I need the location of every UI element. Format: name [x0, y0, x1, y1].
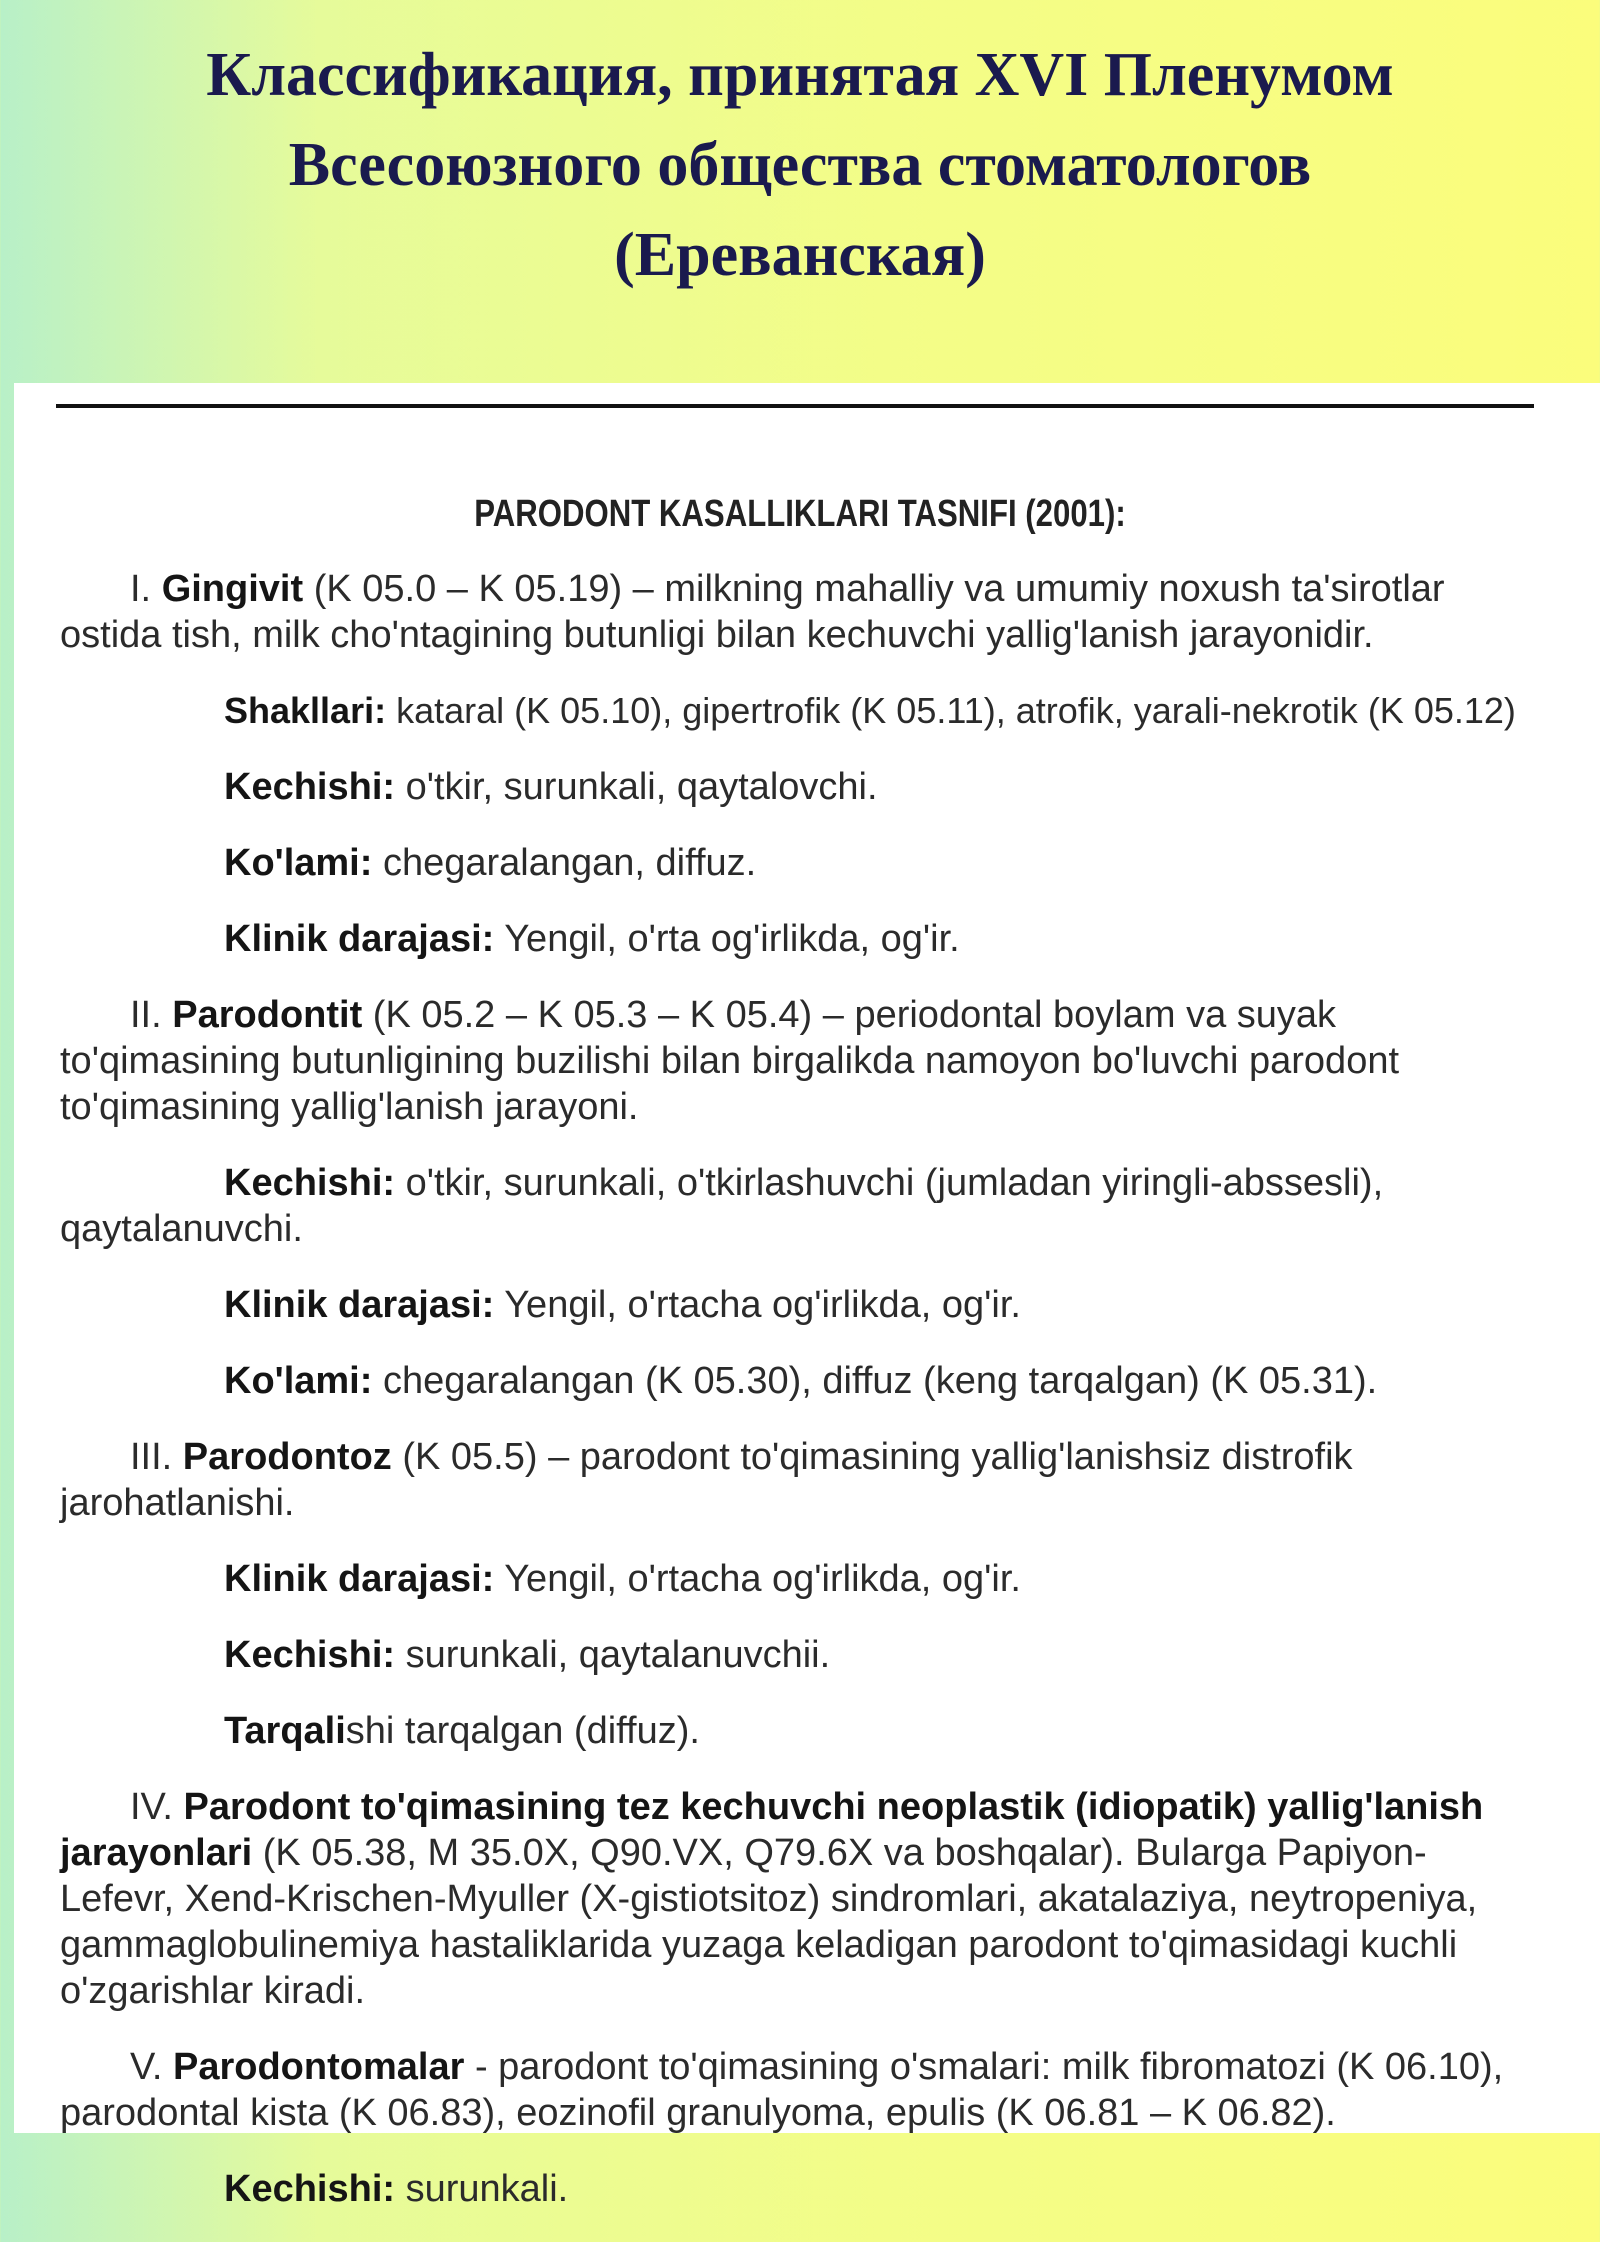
header-rule — [56, 404, 1534, 408]
course-label: Kechishi: — [224, 1634, 396, 1676]
gingivit-extent — [60, 840, 1540, 886]
degree-value: Yengil, o'rtacha og'irlikda, og'ir. — [504, 1558, 1021, 1600]
section-parodontoz — [60, 1434, 1540, 1526]
degree-label: Klinik darajasi: — [224, 1558, 495, 1600]
section-text: (K 05.38, M 35.0X, Q90.VX, Q79.6X va boshqalar). Bularga Papiyon-Lefevr, Xend-Krischen-Myuller (X-gistiotsitoz) sindromlari, akatalaziya, neytropeniya, gammaglobulinemiya hastaliklarida yuzaga keladigan parodont to'qimasidagi kuchli o'zgarishlar kiradi. — [60, 1832, 1478, 2012]
spread-value: shi tarqalgan (diffuz). — [345, 1710, 700, 1752]
course-label: Kechishi: — [224, 2168, 396, 2210]
course-label: Kechishi: — [224, 1162, 396, 1204]
section-number: V. — [130, 2046, 163, 2088]
gingivit-degree — [60, 916, 1540, 962]
section-parodontomalar — [60, 2044, 1540, 2136]
parodontoz-spread — [60, 1708, 1540, 1754]
course-value: surunkali, qaytalanuvchii. — [405, 1634, 831, 1676]
course-label: Kechishi: — [224, 766, 396, 808]
parodontit-degree — [60, 1282, 1540, 1328]
section-number: III. — [130, 1436, 173, 1478]
parodontoz-degree — [60, 1556, 1540, 1602]
degree-label: Klinik darajasi: — [224, 918, 495, 960]
extent-value: chegaralangan, diffuz. — [382, 842, 757, 884]
classification-text — [60, 493, 1540, 2242]
document-heading: PARODONT KASALLIKLARI TASNIFI (2001): — [474, 493, 1126, 535]
gingivit-course — [60, 764, 1540, 810]
parodontit-course — [60, 1160, 1540, 1252]
section-text: (K 05.5) – parodont to'qimasining yallig'lanishsiz distrofik jarohatlanishi. — [60, 1436, 1353, 1524]
section-neoplastic — [60, 1784, 1540, 2014]
course-value: o'tkir, surunkali, o'tkirlashuvchi (jumladan yiringli-abssesli), qaytalanuvchi. — [60, 1162, 1384, 1250]
parodontoz-course — [60, 1632, 1540, 1678]
section-name: Parodontit — [172, 994, 363, 1036]
section-name: Gingivit — [161, 568, 304, 610]
slide-title — [0, 30, 1600, 300]
extent-label: Ko'lami: — [224, 842, 373, 884]
gingivit-forms — [60, 688, 1540, 734]
title-line-1: Классификация, принятая XVI Пленумом — [206, 41, 1394, 109]
parodontomalar-course — [60, 2166, 1540, 2212]
section-text: (K 05.0 – K 05.19) – milkning mahalliy va umumiy noxush ta'sirotlar ostida tish, milk cho'ntagining butunligi bilan kechuvchi yallig'lanish jarayonidir. — [60, 568, 1445, 656]
extent-label: Ko'lami: — [224, 1360, 373, 1402]
degree-value: Yengil, o'rta og'irlikda, og'ir. — [504, 918, 960, 960]
forms-value: kataral (K 05.10), gipertrofik (K 05.11), atrofik, yarali-nekrotik (K 05.12) — [396, 690, 1516, 731]
section-name: Parodont to'qimasining tez kechuvchi neoplastik (idiopatik) yallig'lanish jarayonlari — [60, 1786, 1484, 1874]
spread-label: Tarqali — [224, 1710, 346, 1752]
degree-label: Klinik darajasi: — [224, 1284, 495, 1326]
section-text: - parodont to'qimasining o'smalari: milk fibromatozi (K 06.10), parodontal kista (K 06.83), eozinofil granulyoma, epulis (K 06.81 – K 06.82). — [60, 2046, 1504, 2134]
section-parodontit — [60, 992, 1540, 1130]
course-value: surunkali. — [405, 2168, 569, 2210]
title-line-3: (Ереванская) — [614, 221, 986, 289]
section-number: I. — [130, 568, 152, 610]
forms-label: Shakllari: — [224, 690, 387, 731]
title-line-2: Всесоюзного общества стоматологов — [288, 131, 1312, 199]
section-gingivit — [60, 566, 1540, 658]
degree-value: Yengil, o'rtacha og'irlikda, og'ir. — [504, 1284, 1021, 1326]
section-name: Parodontoz — [182, 1436, 392, 1478]
section-name: Parodontomalar — [172, 2046, 465, 2088]
parodontit-extent — [60, 1358, 1540, 1404]
section-number: II. — [130, 994, 162, 1036]
section-number: IV. — [130, 1786, 173, 1828]
course-value: o'tkir, surunkali, qaytalovchi. — [405, 766, 878, 808]
section-text: (K 05.2 – K 05.3 – K 05.4) – periodontal boylam va suyak to'qimasining butunligining buzilishi bilan birgalikda namoyon bo'luvchi parodont to'qimasining yallig'lanish jarayoni. — [60, 994, 1400, 1128]
extent-value: chegaralangan (K 05.30), diffuz (keng tarqalgan) (K 05.31). — [382, 1360, 1378, 1402]
